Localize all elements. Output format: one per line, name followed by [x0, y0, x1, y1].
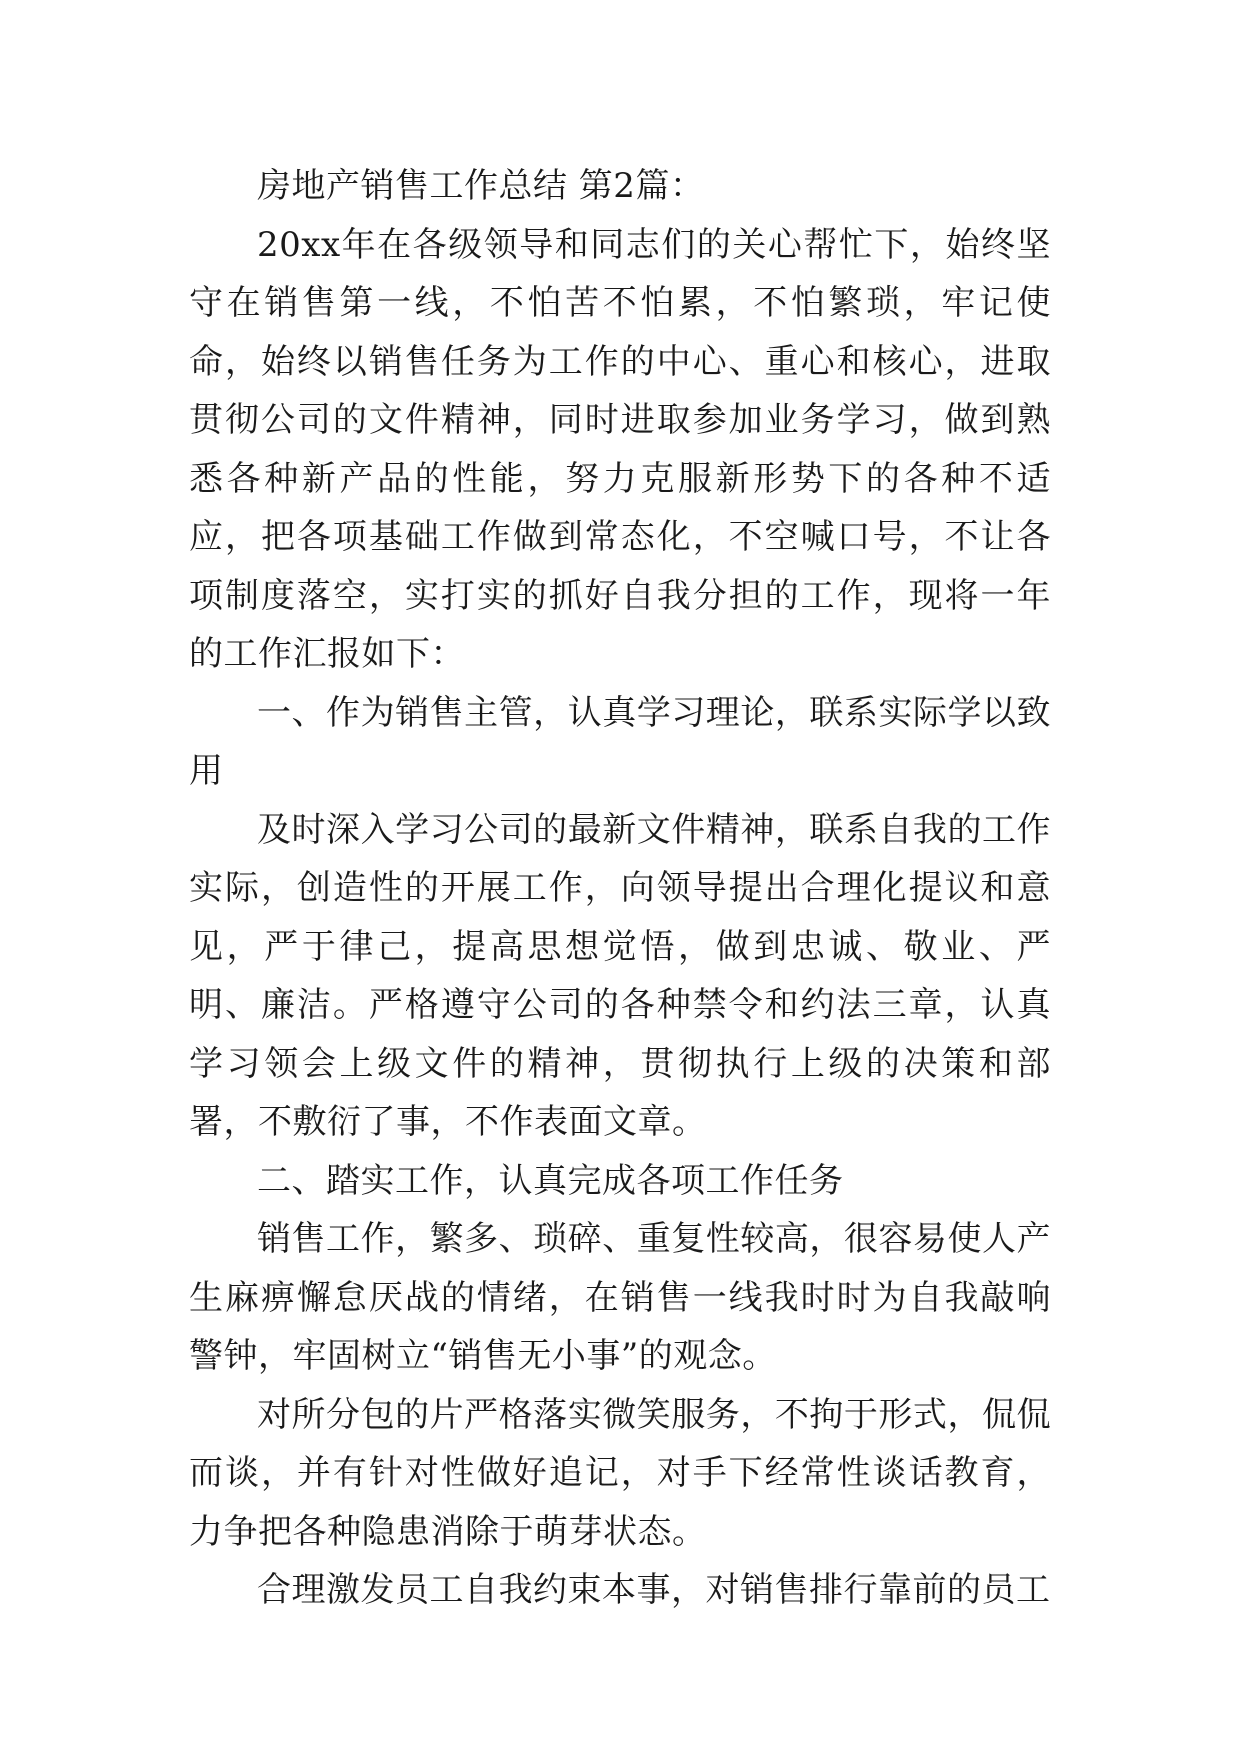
document-heading: 房地产销售工作总结 第2篇： — [257, 166, 705, 206]
paragraph-section-2a: 销售工作，繁多、琐碎、重复性较高，很容易使人产生麻痹懈怠厌战的情绪，在销售一线我时时为自我敲响警钟，牢固树立“销售无小事”的观念。 — [189, 1219, 1051, 1376]
section-heading-1: 一、作为销售主管，认真学习理论，联系实际学以致用 — [189, 692, 1051, 791]
paragraph-section-1: 及时深入学习公司的最新文件精神，联系自我的工作实际，创造性的开展工作，向领导提出合理化提议和意见，严于律己，提高思想觉悟，做到忠诚、敬业、严明、廉洁。严格遵守公司的各种禁令和约法三章，认真学习领会上级文件的精神，贯彻执行上级的决策和部署，不敷衍了事，不作表面文章。 — [189, 809, 1051, 1142]
paragraph-section-2c: 合理激发员工自我约束本事，对销售排行靠前的员工 — [257, 1570, 1051, 1610]
section-heading-2: 二、踏实工作，认真完成各项工作任务 — [257, 1160, 844, 1201]
paragraph-intro: 20xx年在各级领导和同志们的关心帮忙下，始终坚守在销售第一线，不怕苦不怕累，不怕繁琐，牢记使命，始终以销售任务为工作的中心、重心和核心，进取贯彻公司的文件精神，同时进取参加业务学习，做到熟悉各种新产品的性能，努力克服新形势下的各种不适应，把各项基础工作做到常态化，不空喊口号，不让各项制度落空，实打实的抓好自我分担的工作，现将一年的工作汇报如下： — [189, 224, 1051, 674]
paragraph-section-2b: 对所分包的片严格落实微笑服务，不拘于形式，侃侃而谈，并有针对性做好追记，对手下经常性谈话教育，力争把各种隐患消除于萌芽状态。 — [189, 1394, 1051, 1552]
document-body — [189, 157, 1051, 1620]
